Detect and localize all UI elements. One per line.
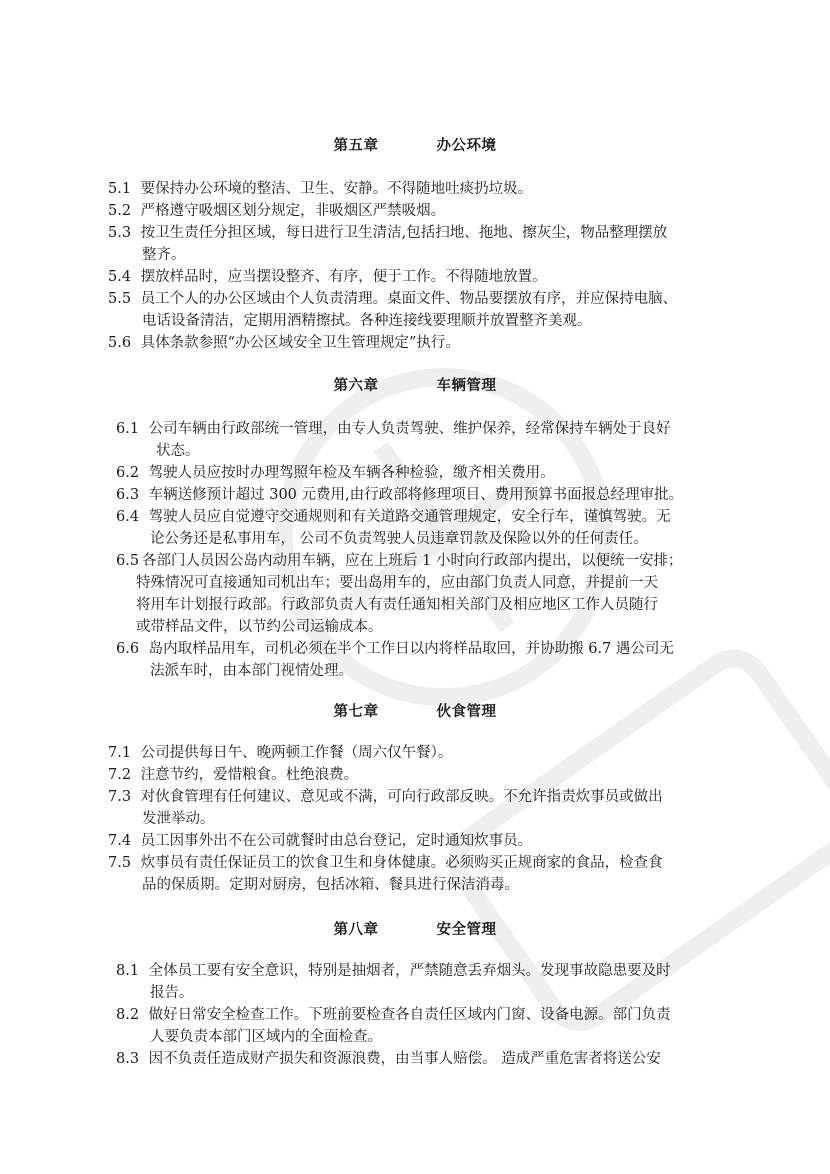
clause-8-3 [116, 1048, 756, 1070]
clause-text-continued: 特殊情况可直接通知司机出车；要出岛用车的，应由部门负责人同意，并提前一天 [136, 575, 658, 591]
clause-8-2 [116, 1004, 756, 1048]
clause-number: 7.1 [108, 745, 132, 761]
chapter-8-title [0, 918, 830, 939]
clause-text-continued: 将用车计划报行政部。行政部负责人有责任通知相关部门及相应地区工作人员随行 [136, 597, 658, 613]
chapter-6-number: 第六章 [333, 377, 379, 394]
clause-6-6 [116, 638, 756, 682]
chapter-8-name: 安全管理 [436, 921, 497, 938]
clause-7-4 [108, 830, 748, 852]
clause-8-1 [116, 960, 756, 1004]
clause-number: 7.4 [108, 833, 132, 849]
clause-number: 8.1 [116, 963, 140, 979]
clause-number: 5.2 [108, 203, 132, 219]
chapter-5-title [0, 134, 830, 155]
clause-number: 5.5 [108, 291, 132, 307]
clause-number: 6.1 [116, 421, 140, 437]
clause-text-continued: 品的保质期。定期对厨房，包括冰箱、餐具进行保洁消毒。 [142, 877, 519, 893]
clause-7-3 [108, 786, 748, 830]
clause-text: 具体条款参照“办公区域安全卫生管理规定”执行。 [140, 335, 460, 351]
clause-text: 岛内取样品用车，司机必须在半个工作日以内将样品取回，并协助搬 6.7 遇公司无 [148, 641, 674, 657]
clause-6-1 [116, 418, 756, 462]
clause-number: 7.2 [108, 767, 132, 783]
clause-number: 5.6 [108, 335, 132, 351]
clause-5-1 [108, 178, 748, 200]
clause-number: 6.6 [116, 641, 140, 657]
clause-text-continued: 或带样品文件，以节约公司运输成本。 [136, 619, 383, 635]
clause-number: 5.1 [108, 181, 132, 197]
chapter-5-name: 办公环境 [436, 137, 497, 154]
clause-5-4 [108, 266, 748, 288]
clause-text-continued: 论公务还是私事用车， 公司不负责驾驶人员违章罚款及保险以外的任何责任。 [150, 531, 648, 547]
clause-5-5 [108, 288, 748, 332]
clause-text-continued: 人要负责本部门区域内的全面检查。 [150, 1029, 382, 1045]
clause-6-5 [116, 550, 756, 638]
clause-text-continued: 电话设备清洁，定期用酒精擦拭。各种连接线要理顺并放置整齐美观。 [142, 313, 592, 329]
clause-text-continued: 法派车时，由本部门视情处理。 [150, 663, 353, 679]
clause-text: 公司提供每日午、晚两顿工作餐（周六仅午餐）。 [140, 745, 453, 761]
clause-5-2 [108, 200, 748, 222]
clause-text: 按卫生责任分担区域，每日进行卫生清洁,包括扫地、拖地、擦灰尘，物品整理摆放 [140, 225, 668, 241]
clause-number: 7.5 [108, 855, 132, 871]
clause-text: 公司车辆由行政部统一管理，由专人负责驾驶、维护保养，经常保持车辆处于良好 [148, 421, 671, 437]
chapter-7-name: 伙食管理 [436, 703, 497, 720]
clause-text: 车辆送修预计超过 300 元费用,由行政部将修理项目、费用预算书面报总经理审批。 [148, 487, 684, 503]
clause-text: 要保持办公环境的整洁、卫生、安静。不得随地吐痰扔垃圾。 [140, 181, 533, 197]
clause-number: 6.3 [116, 487, 140, 503]
clause-number: 5.4 [108, 269, 132, 285]
chapter-7-title [0, 700, 830, 721]
clause-text-continued: 状态。 [156, 443, 200, 459]
clause-number: 8.2 [116, 1007, 140, 1023]
clause-text: 炊事员有责任保证员工的饮食卫生和身体健康。必须购买正规商家的食品，检查食 [140, 855, 663, 871]
clause-text: 摆放样品时，应当摆设整齐、有序，便于工作。不得随地放置。 [140, 269, 547, 285]
clause-text: 员工因事外出不在公司就餐时由总台登记，定时通知炊事员。 [140, 833, 533, 849]
clause-number: 6.2 [116, 465, 140, 481]
clause-text: 各部门人员因公岛内动用车辆，应在上班后 1 小时向行政部内提出，以便统一安排； [142, 553, 683, 569]
clause-text-continued: 发泄举动。 [142, 811, 215, 827]
clause-number: 7.3 [108, 789, 132, 805]
clause-text: 驾驶人员应按时办理驾照年检及车辆各种检验，缴齐相关费用。 [148, 465, 555, 481]
clause-text: 因不负责任造成财产损失和资源浪费，由当事人赔偿。 造成严重危害者将送公安 [148, 1051, 661, 1067]
clause-7-5 [108, 852, 748, 896]
clause-5-6 [108, 332, 748, 354]
chapter-8-number: 第八章 [333, 921, 379, 938]
clause-text: 全体员工要有安全意识，特别是抽烟者，严禁随意丢弃烟头。发现事故隐患要及时 [148, 963, 671, 979]
clause-text: 驾驶人员应自觉遵守交通规则和有关道路交通管理规定，安全行车，谨慎驾驶。无 [148, 509, 671, 525]
clause-text-continued: 报告。 [150, 985, 194, 1001]
clause-text: 员工个人的办公区域由个人负责清理。桌面文件、物品要摆放有序，并应保持电脑、 [140, 291, 678, 307]
clause-text: 严格遵守吸烟区划分规定，非吸烟区严禁吸烟。 [140, 203, 446, 219]
clause-number: 5.3 [108, 225, 132, 241]
clause-number: 8.3 [116, 1051, 140, 1067]
clause-7-1 [108, 742, 748, 764]
clause-text: 对伙食管理有任何建议、意见或不满，可向行政部反映。不允许指责炊事员或做出 [140, 789, 663, 805]
clause-7-2 [108, 764, 748, 786]
clause-text: 做好日常安全检查工作。下班前要检查各自责任区域内门窗、设备电源。部门负责 [148, 1007, 671, 1023]
chapter-6-title [0, 374, 830, 395]
chapter-7-number: 第七章 [333, 703, 379, 720]
clause-6-3 [116, 484, 756, 506]
clause-6-2 [116, 462, 756, 484]
clause-text-continued: 整齐。 [142, 247, 186, 263]
clause-5-3 [108, 222, 748, 266]
clause-text: 注意节约，爱惜粮食。杜绝浪费。 [140, 767, 359, 783]
chapter-5-number: 第五章 [333, 137, 379, 154]
chapter-6-name: 车辆管理 [436, 377, 497, 394]
clause-number: 6.5 [116, 553, 140, 569]
clause-6-4 [116, 506, 756, 550]
clause-number: 6.4 [116, 509, 140, 525]
